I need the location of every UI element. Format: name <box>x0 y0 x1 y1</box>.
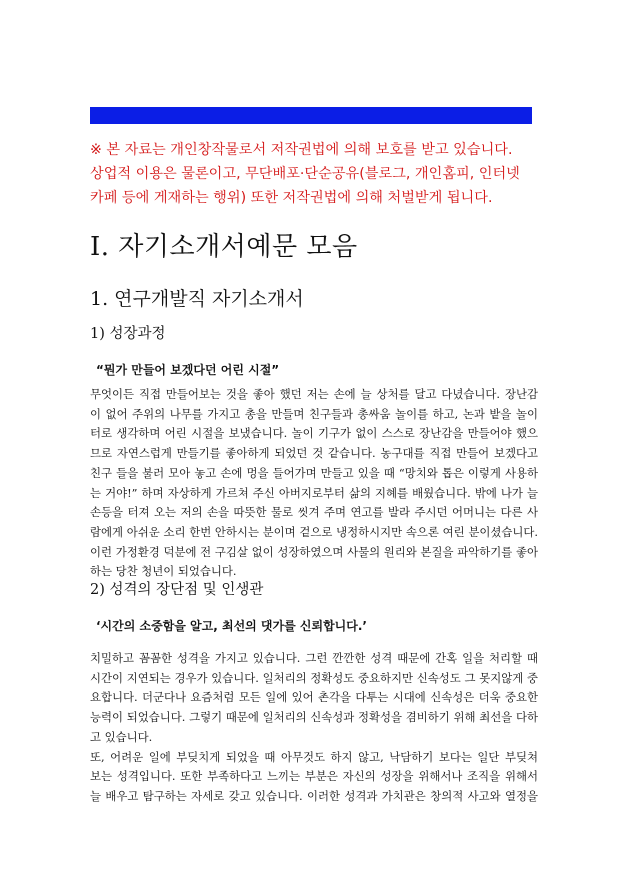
copyright-notice <box>90 138 540 210</box>
paragraph-line: 보는 성격입니다. 또한 부족하다고 느끼는 부분은 자신의 성장을 위해서나 조직을 위해서 <box>90 769 538 784</box>
paragraph-line: 고 있습니다. <box>90 729 153 744</box>
paragraph-line: 이런 가정환경 덕분에 전 구김살 없이 성장하였으며 사물의 원리와 본질을 파악하기를 좋아 <box>90 544 538 559</box>
paragraph-line: 시간이 지연되는 경우가 있습니다. 일처리의 정확성도 중요하지만 신속성도 그 못지않게 중 <box>90 670 538 685</box>
paragraph-line: 친구 들을 불러 모아 놓고 손에 멍을 들어가며 만들고 있을 때 “망치와 톱은 이렇게 사용하 <box>90 465 538 480</box>
paragraph-line: 손등을 터져 오는 저의 손을 따뜻한 물로 씻겨 주며 연고를 발라 주시던 어머니는 다른 사 <box>90 505 538 520</box>
paragraph-line: 하는 당찬 청년이 되었습니다. <box>90 564 237 579</box>
part2-quote: ‘시간의 소중함을 알고, 최선의 댓가를 신뢰합니다.’ <box>96 619 367 633</box>
paragraph-line: 이 없어 주위의 나무를 가지고 총을 만들며 친구들과 총싸움 놀이를 하고, 논과 밭을 놀이 <box>90 406 538 421</box>
paragraph-line: 치밀하고 꼼꼼한 성격을 가지고 있습니다. 그런 깐깐한 성격 때문에 간혹 일을 처리할 때 <box>90 651 538 665</box>
paragraph-line: 또, 어려운 일에 부딪치게 되었을 때 아무것도 하지 않고, 낙담하기 보다는 일단 부딪쳐 <box>90 749 538 764</box>
notice-line: ※ 본 자료는 개인창작물로서 저작권법에 의해 보호를 받고 있습니다. <box>90 142 513 158</box>
paragraph-line: 람에게 아쉬운 소리 한번 안하시는 분이며 겉으로 냉정하시지만 속으론 여린 분이셨습니다. <box>90 524 538 539</box>
subsection-title: 1. 연구개발직 자기소개서 <box>90 288 304 310</box>
paragraph-line: 는 거야!” 하며 자상하게 가르쳐 주신 아버지로부터 삶의 지혜를 배웠습니다. 밖에 나가 늘 <box>90 485 538 500</box>
notice-line: 카페 등에 게재하는 행위) 또한 저작권법에 의해 처벌받게 됩니다. <box>90 190 493 206</box>
paragraph-line: 늘 배우고 탐구하는 자세로 갖고 있습니다. 이러한 성격과 가치관은 창의적 사고와 열정을 <box>90 788 538 803</box>
part1-quote: “뭔가 만들어 보겠다던 어린 시절” <box>96 363 280 377</box>
header-bar <box>90 107 532 124</box>
notice-line: 상업적 이용은 물론이고, 무단배포·단순공유(블로그, 개인홈피, 인터넷 <box>90 166 520 182</box>
part1-paragraph <box>90 385 538 582</box>
paragraph-line: 요합니다. 더군다나 요즘처럼 모든 일에 있어 촌각을 다투는 시대에 신속성은 더욱 중요한 <box>90 690 538 705</box>
part2-heading: 2) 성격의 장단점 및 인생관 <box>90 582 264 598</box>
paragraph-line: 능력이 되었습니다. 그렇기 때문에 일처리의 신속성과 정확성을 겸비하기 위해 최선을 다하 <box>90 710 538 725</box>
paragraph-line: 므로 자연스럽게 만들기를 좋아하게 되었던 것 같습니다. 농구대를 직접 만들어 보겠다고 <box>90 446 538 461</box>
section-title: Ⅰ. 자기소개서예문 모음 <box>90 232 358 262</box>
part2-paragraph <box>90 649 538 807</box>
paragraph-line: 무엇이든 직접 만들어보는 것을 좋아 했던 저는 손에 늘 상처를 달고 다녔습니다. 장난감 <box>90 387 538 401</box>
paragraph-line: 터로 생각하며 어린 시절을 보냈습니다. 놀이 기구가 없이 스스로 장난감을 만들어야 했으 <box>90 426 538 441</box>
part1-heading: 1) 성장과정 <box>90 326 166 342</box>
